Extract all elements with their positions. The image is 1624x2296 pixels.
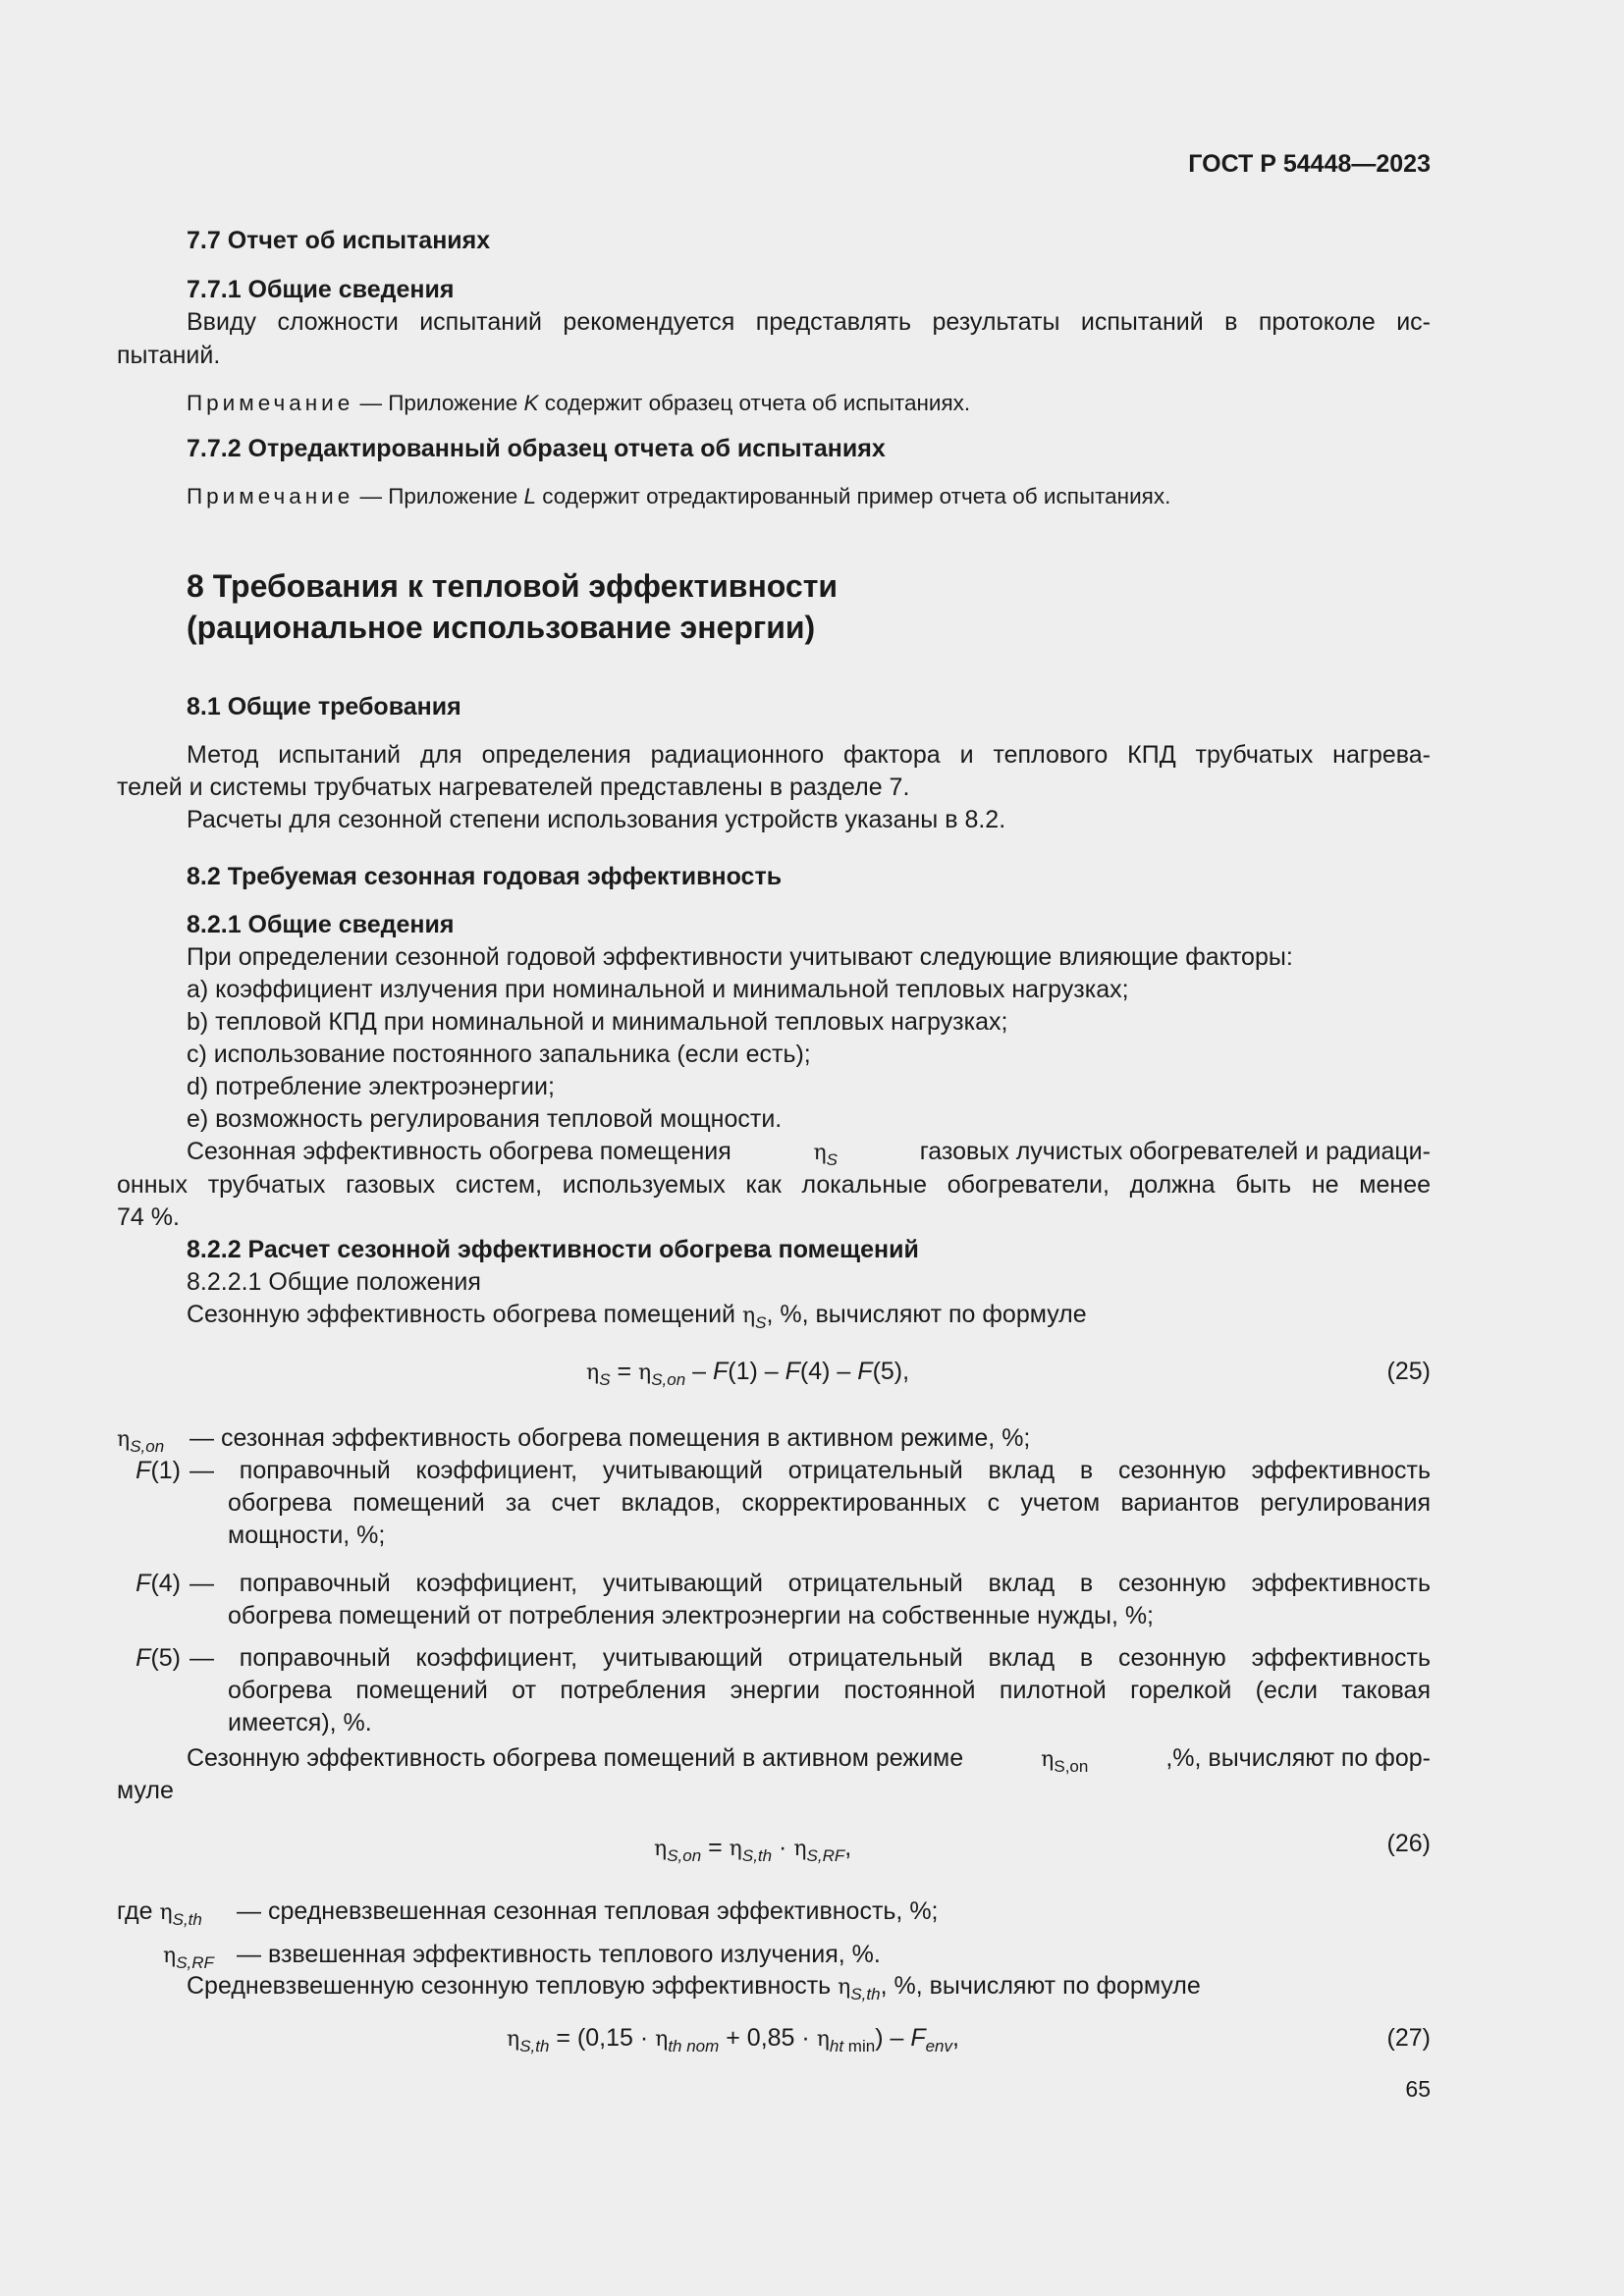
section-heading-8-2-2: 8.2.2 Расчет сезонной эффективности обогрева помещений <box>187 1236 919 1263</box>
equation-symbol: F <box>857 1358 873 1385</box>
list-item: a) коэффициент излучения при номинальной и минимальной тепловых нагрузках; <box>187 976 1129 1003</box>
equation-symbol: F <box>713 1358 729 1385</box>
definition-text: обогрева помещений от потребления энергии постоянной пилотной горелкой (если таковая <box>228 1677 1431 1704</box>
equation-symbol: F <box>785 1358 800 1385</box>
equation-text: (1) – <box>728 1358 785 1385</box>
chapter-heading-line: 8 Требования к тепловой эффективности <box>187 568 839 604</box>
equation-text: = <box>701 1834 730 1861</box>
definition-text: обогрева помещений за счет вкладов, скорректированных с учетом вариантов регулирования <box>228 1489 1431 1517</box>
note-label: Примечание <box>187 391 354 415</box>
equation-number: (25) <box>1386 1358 1431 1385</box>
symbol-subscript: S,th <box>741 1846 773 1865</box>
paragraph-line <box>187 1136 1431 1169</box>
equation-text: , <box>844 1834 852 1861</box>
section-heading-8-1: 8.1 Общие требования <box>187 693 461 721</box>
definition-text: имеется), %. <box>228 1709 372 1736</box>
symbol-subscript: S,th <box>172 1910 202 1929</box>
note <box>187 480 1170 512</box>
text-run: Средневзвешенную сезонную тепловую эффективность <box>187 1972 839 2000</box>
note <box>187 387 970 419</box>
definition-text: — сезонная эффективность обогрева помещения в активном режиме, %; <box>189 1424 1031 1452</box>
equation-26 <box>654 1832 851 1865</box>
paragraph-line: Расчеты для сезонной степени использования устройств указаны в 8.2. <box>187 806 1006 833</box>
equation-symbol: F <box>135 1644 151 1672</box>
note-text: содержит отредактированный пример отчета об испытаниях. <box>535 484 1171 508</box>
equation-27 <box>507 2022 959 2056</box>
equation-text: ) – <box>875 2024 911 2052</box>
eta-symbol: η <box>1041 1747 1055 1772</box>
note-text: содержит образец отчета об испытаниях. <box>538 391 971 415</box>
page-number: 65 <box>1405 2076 1431 2102</box>
paragraph-line: При определении сезонной годовой эффективности учитывают следующие влияющие факторы: <box>187 943 1293 971</box>
definition-symbol <box>135 1568 181 1600</box>
eta-symbol: η <box>813 1141 827 1165</box>
symbol-subscript: S,RF <box>806 1846 845 1865</box>
equation-text: (1) <box>150 1457 181 1484</box>
section-heading-8-2: 8.2 Требуемая сезонная годовая эффективность <box>187 863 783 890</box>
note-label: Примечание <box>187 484 354 508</box>
equation-symbol: F <box>910 2024 926 2052</box>
equation-text: (5), <box>872 1358 910 1385</box>
subsection-heading-8-2-2-1: 8.2.2.1 Общие положения <box>187 1268 481 1296</box>
equation-text: (5) <box>150 1644 181 1672</box>
text-run: газовых лучистых обогревателей и радиаци- <box>919 1138 1431 1165</box>
paragraph-line: 74 %. <box>117 1203 180 1231</box>
list-item: c) использование постоянного запальника (если есть); <box>187 1041 811 1068</box>
definition-text: — средневзвешенная сезонная тепловая эффективность, %; <box>237 1897 939 1925</box>
symbol-subscript: S,th <box>519 2037 550 2056</box>
symbol-subscript: S <box>755 1313 767 1332</box>
symbol-subscript: min <box>843 2037 876 2056</box>
section-heading-7-7-1: 7.7.1 Общие сведения <box>187 276 455 303</box>
paragraph-line: онных трубчатых газовых систем, используемых как локальные обогреватели, должна быть не менее <box>117 1171 1431 1199</box>
symbol-subscript: S,on <box>1054 1757 1089 1776</box>
equation-text: (4) <box>150 1570 181 1597</box>
symbol-subscript: ht <box>829 2037 844 2056</box>
paragraph-line <box>187 1742 1431 1776</box>
note-text: — Приложение <box>353 391 524 415</box>
equation-text: · <box>772 1834 794 1861</box>
document-id: ГОСТ Р 54448—2023 <box>1188 150 1431 178</box>
symbol-subscript: S,on <box>651 1370 686 1389</box>
eta-symbol: η <box>654 1837 668 1861</box>
text-run: ,%, вычисляют по фор- <box>1165 1744 1431 1772</box>
definition-text: обогрева помещений от потребления электроэнергии на собственные нужды, %; <box>228 1602 1155 1629</box>
text-run: Сезонную эффективность обогрева помещений в активном режиме <box>187 1744 964 1772</box>
eta-symbol: η <box>586 1361 600 1385</box>
eta-symbol: η <box>163 1944 177 1968</box>
definition-text: — поправочный коэффициент, учитывающий отрицательный вклад в сезонную эффективность <box>189 1644 1431 1672</box>
paragraph-line <box>187 1970 1201 2003</box>
definition-symbol <box>117 1422 164 1456</box>
text-run: , %, вычисляют по формуле <box>880 1972 1201 2000</box>
equation-symbol: F <box>135 1570 151 1597</box>
equation-text: = <box>610 1358 639 1385</box>
eta-symbol: η <box>655 2027 669 2052</box>
equation-number: (27) <box>1386 2024 1431 2052</box>
note-annex-letter: K <box>523 391 539 415</box>
text-run: , %, вычисляют по формуле <box>766 1301 1087 1328</box>
equation-text: + 0,85 · <box>719 2024 817 2052</box>
paragraph-line: телей и системы трубчатых нагревателей представлены в разделе 7. <box>117 774 910 801</box>
eta-symbol: η <box>729 1837 742 1861</box>
paragraph-line: Ввиду сложности испытаний рекомендуется представлять результаты испытаний в протоколе ис- <box>187 308 1431 336</box>
definition-symbol <box>163 1939 214 1972</box>
paragraph-line <box>187 1299 1087 1332</box>
equation-number: (26) <box>1386 1830 1431 1857</box>
list-item: e) возможность регулирования тепловой мощности. <box>187 1105 783 1133</box>
eta-symbol: η <box>816 2027 830 2052</box>
section-heading-7-7-2: 7.7.2 Отредактированный образец отчета об испытаниях <box>187 435 886 462</box>
section-heading-7-7: 7.7 Отчет об испытаниях <box>187 227 491 254</box>
definition-text: — поправочный коэффициент, учитывающий отрицательный вклад в сезонную эффективность <box>189 1570 1431 1597</box>
text-run: где <box>117 1897 160 1925</box>
definition-symbol <box>135 1642 181 1675</box>
symbol-subscript: S,th <box>850 1985 881 2003</box>
text-run: Сезонную эффективность обогрева помещений <box>187 1301 742 1328</box>
text-run: Сезонная эффективность обогрева помещения <box>187 1138 731 1165</box>
definition-text: — взвешенная эффективность теплового излучения, %. <box>237 1941 881 1968</box>
eta-symbol: η <box>838 1975 851 2000</box>
eta-symbol: η <box>793 1837 807 1861</box>
definition-text: — поправочный коэффициент, учитывающий отрицательный вклад в сезонную эффективность <box>189 1457 1431 1484</box>
paragraph-line: пытаний. <box>117 342 221 369</box>
equation-text: – <box>685 1358 713 1385</box>
definition-symbol <box>135 1455 181 1487</box>
note-text: — Приложение <box>353 484 524 508</box>
symbol-subscript: S <box>599 1370 611 1389</box>
symbol-subscript: S,on <box>667 1846 702 1865</box>
symbol-subscript: S,on <box>130 1437 165 1456</box>
list-item: b) тепловой КПД при номинальной и минимальной тепловых нагрузках; <box>187 1008 1008 1036</box>
equation-25 <box>586 1356 909 1389</box>
symbol-subscript: th nom <box>668 2037 720 2056</box>
symbol-subscript: S,RF <box>176 1953 214 1972</box>
eta-symbol: η <box>741 1304 756 1328</box>
equation-symbol: F <box>135 1457 151 1484</box>
symbol-subscript: S <box>826 1150 839 1169</box>
note-annex-letter: L <box>523 484 536 508</box>
symbol-subscript: env <box>925 2037 953 2056</box>
eta-symbol: η <box>507 2027 520 2052</box>
paragraph-line: Метод испытаний для определения радиационного фактора и теплового КПД трубчатых нагрева- <box>187 741 1431 769</box>
equation-text: (4) – <box>799 1358 858 1385</box>
paragraph-line: муле <box>117 1777 174 1804</box>
section-heading-8-2-1: 8.2.1 Общие сведения <box>187 911 455 938</box>
equation-text: , <box>952 2024 959 2052</box>
list-item: d) потребление электроэнергии; <box>187 1073 555 1100</box>
equation-text: = (0,15 · <box>549 2024 656 2052</box>
definition-symbol <box>117 1896 202 1929</box>
chapter-heading-line: (рациональное использование энергии) <box>187 610 816 645</box>
eta-symbol: η <box>159 1900 173 1925</box>
definition-text: мощности, %; <box>228 1522 386 1549</box>
eta-symbol: η <box>117 1427 131 1452</box>
eta-symbol: η <box>638 1361 652 1385</box>
